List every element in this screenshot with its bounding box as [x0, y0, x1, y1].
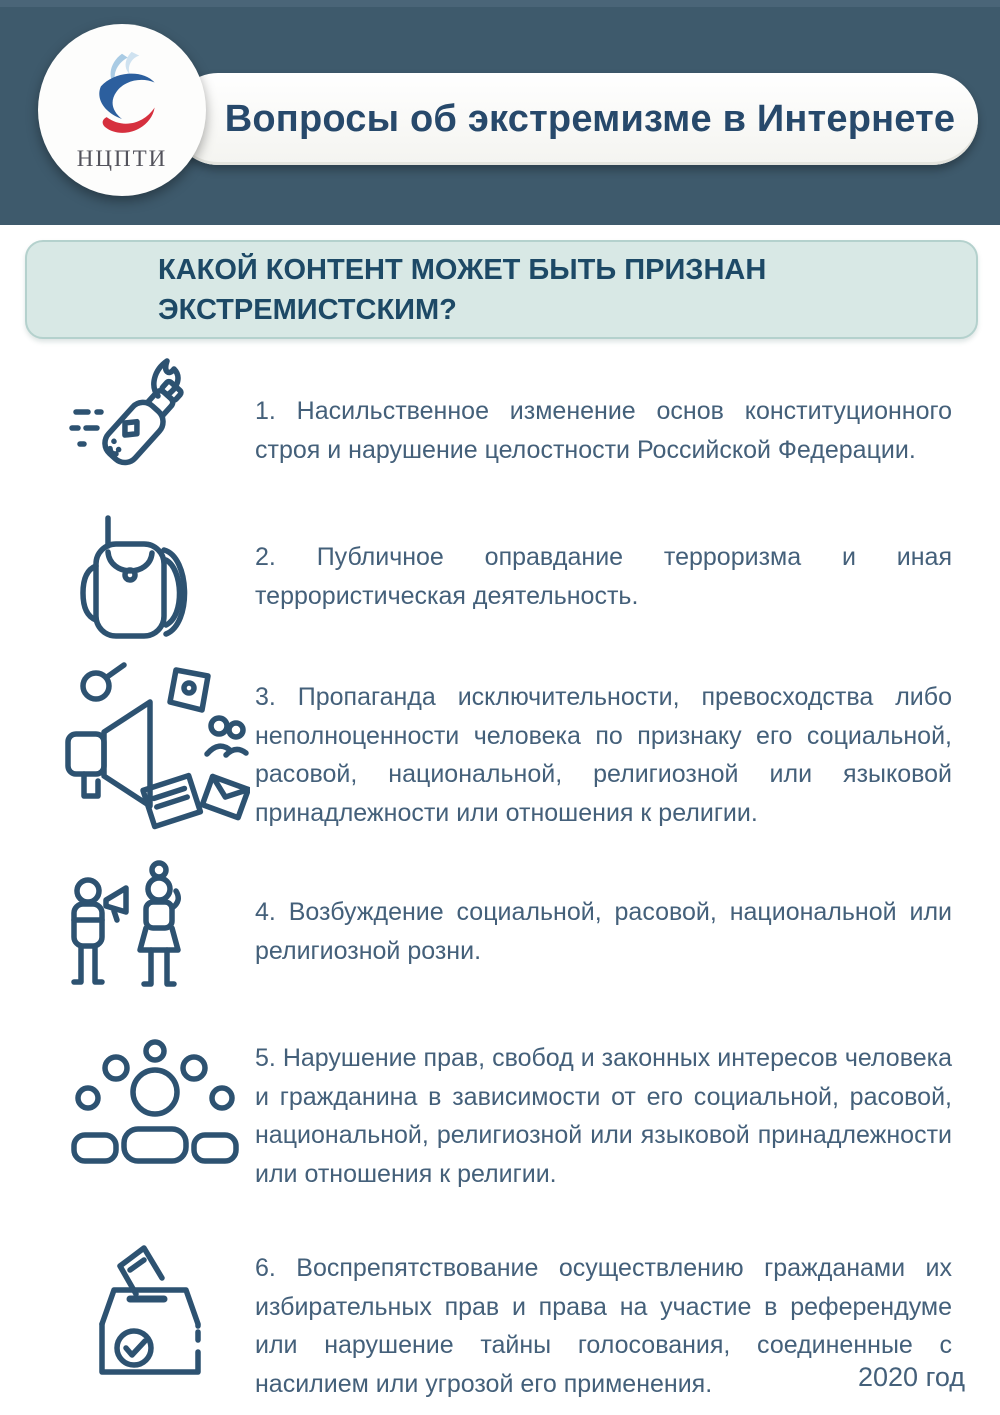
item-text: 5. Нарушение прав, свобод и законных интересов человека и гражданина в зависимости от его социальной, расовой, национальной, религиозной или языковой принадлежности или отношения к религии. — [255, 1044, 952, 1188]
item-text: 4. Возбуждение социальной, расовой, национальной или религиозной розни. — [255, 898, 952, 965]
molotov-cocktail-icon — [66, 356, 201, 481]
people-arguing-icon — [66, 858, 201, 988]
crowd-icon — [70, 1036, 240, 1164]
backpack-icon — [76, 512, 201, 642]
year-label: 2020 год — [858, 1362, 965, 1392]
item-text: 2. Публичное оправдание терроризма и иная террористическая деятельность. — [255, 543, 952, 610]
logo — [38, 24, 206, 196]
ballot-box-icon — [70, 1236, 230, 1376]
item-text: 6. Воспрепятствование осуществлению гражданами их избирательных прав и права на участие в референдуме или нарушение тайны голосования, соединенные с насилием или угрозой его применения. — [255, 1254, 952, 1398]
logo-text: НЦПТИ — [76, 146, 168, 171]
page-title: Вопросы об экстремизме в Интернете — [224, 97, 956, 140]
logo-swoosh-icon — [74, 48, 170, 144]
item-text: 1. Насильственное изменение основ конституционного строя и нарушение целостности Российской Федерации. — [255, 397, 952, 464]
question-box — [25, 240, 978, 339]
item-text: 3. Пропаганда исключительности, превосходства либо неполноценности человека по признаку его социальной, расовой, национальной, религиозной или языковой принадлежности или отношения к религии. — [255, 683, 952, 827]
question-title: КАКОЙ КОНТЕНТ МОЖЕТ БЫТЬ ПРИЗНАН ЭКСТРЕМИСТСКИМ? — [158, 253, 767, 326]
title-banner — [172, 73, 978, 165]
propaganda-megaphone-icon — [60, 662, 250, 837]
